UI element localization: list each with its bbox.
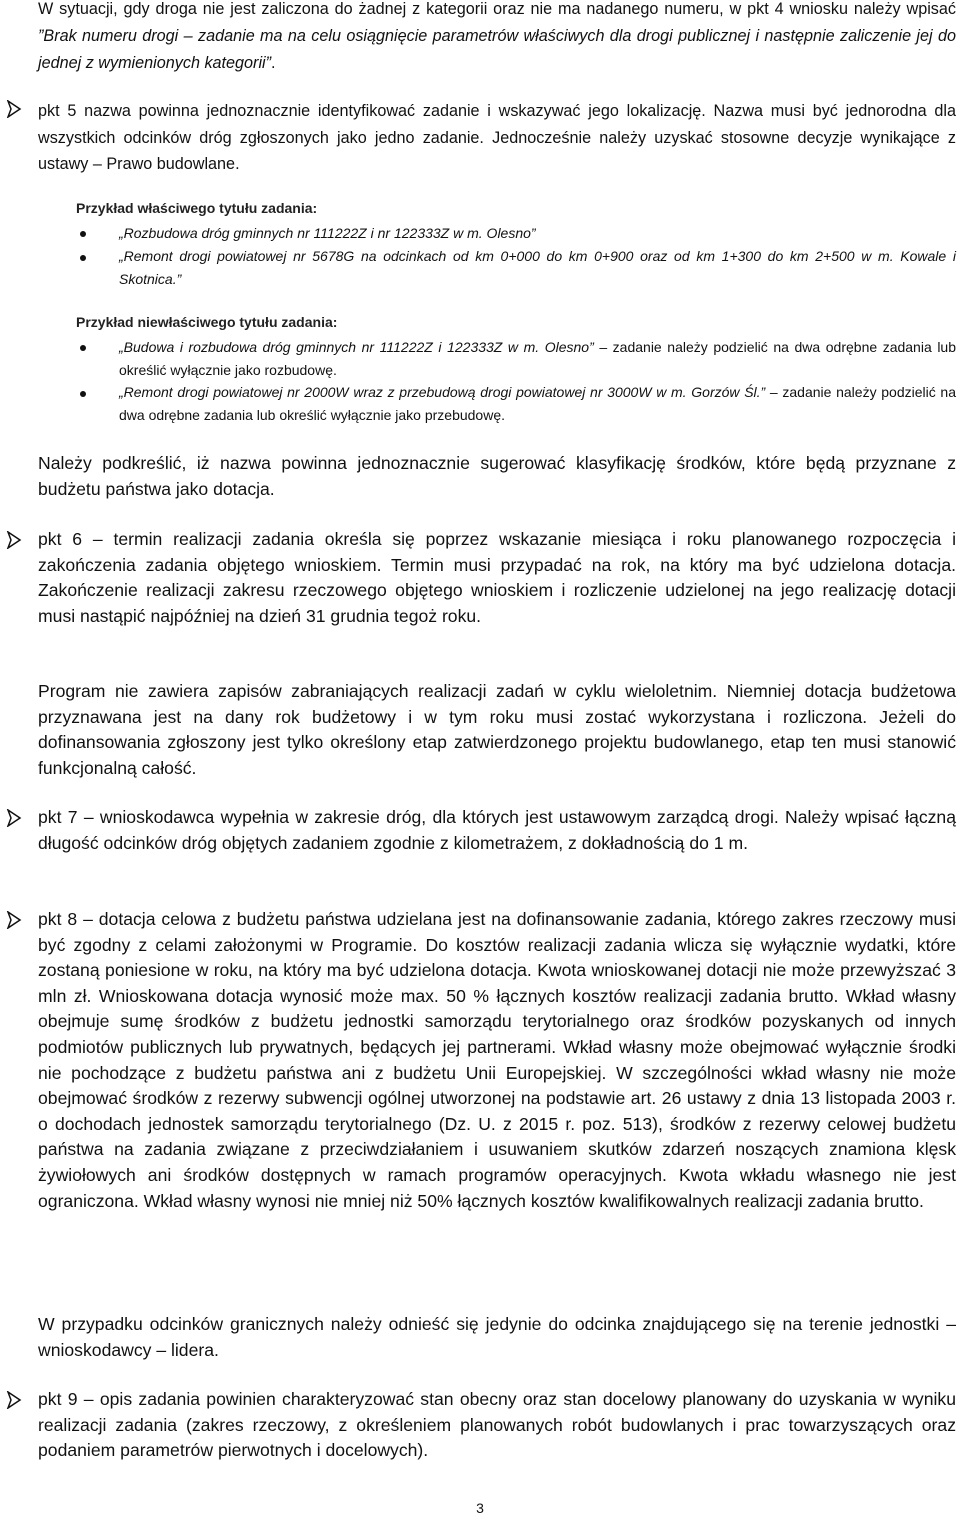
arrow-bullet-icon [6, 809, 26, 829]
pkt6-note: Program nie zawiera zapisów zabraniających realizacji zadań w cyklu wieloletnim. Niemniej dotacja budżetowa przyznawana jest na dany rok budżetowy i w tym roku musi zostać wykorzystana i rozliczona. Jeżeli do dofinansowania zgłoszony jest tylko określony etap zatwierdzonego projektu budowlanego, etap ten musi stanowić funkcjonalną całość. [38, 681, 956, 778]
arrow-bullet-icon [6, 100, 26, 120]
bullet-icon [80, 391, 86, 397]
good-example-item: „Rozbudowa dróg gminnych nr 111222Z i nr 122333Z w m. Olesno” [119, 225, 536, 241]
arrow-bullet-icon [6, 531, 26, 551]
pkt5-paragraph: pkt 5 nazwa powinna jednoznacznie identyfikować zadanie i wskazywać jego lokalizację. Nazwa musi być jednorodna dla wszystkich odcinków dróg zgłoszonych jako jedno zadanie. Jednocześnie należy uzyskać stosowne decyzje wynikające z ustawy – Prawo budowlane. [38, 102, 956, 173]
arrow-bullet-icon [6, 911, 26, 931]
page-number: 3 [476, 1500, 484, 1516]
pkt9-paragraph: pkt 9 – opis zadania powinien charakteryzować stan obecny oraz stan docelowy planowany do uzyskania w wyniku realizacji zadania (zakres rzeczowy, z określeniem planowanych robót budowlanych i prac towarzyszących oraz podaniem parametrów pierwotnych i docelowych). [38, 1389, 956, 1461]
pkt8-note: W przypadku odcinków granicznych należy odnieść się jedynie do odcinka znajdującego się na terenie jednostki – wnioskodawcy – lidera. [38, 1314, 956, 1360]
pkt7-paragraph: pkt 7 – wnioskodawca wypełnia w zakresie dróg, dla których jest ustawowym zarządcą drogi. Należy wpisać łączną długość odcinków dróg objętych zadaniem zgodnie z kilometrażem, z dokładnością do 1 m. [38, 807, 956, 853]
bad-example-item: „Remont drogi powiatowej nr 2000W wraz z przebudową drogi powiatowej nr 3000W w m. Gorzów Śl.” – zadanie należy podzielić na dwa odrębne zadania lub określić wyłącznie jako przebudowę. [119, 384, 957, 423]
bad-title-heading: Przykład niewłaściwego tytułu zadania: [76, 314, 338, 330]
intro-text: W sytuacji, gdy droga nie jest zaliczona do żadnej z kategorii oraz nie ma nadanego numeru, w pkt 4 wniosku należy wpisać [38, 0, 956, 18]
pkt5-note: Należy podkreślić, iż nazwa powinna jednoznacznie sugerować klasyfikację środków, które będą przyznane z budżetu państwa jako dotacja. [38, 453, 956, 499]
pkt6-paragraph: pkt 6 – termin realizacji zadania określa się poprzez wskazanie miesiąca i roku planowanego rozpoczęcia i zakończenia zadania objętego wnioskiem. Termin musi przypadać na rok, na który ma być udzielona dotacja. Zakończenie realizacji zakresu rzeczowego objętego wnioskiem i rozliczenie udzielonej na jego realizację dotacji musi nastąpić najpóźniej na dzień 31 grudnia tegoż roku. [38, 529, 956, 626]
intro-paragraph [38, 0, 956, 77]
bullet-icon [80, 231, 86, 237]
pkt8-paragraph: pkt 8 – dotacja celowa z budżetu państwa udzielana jest na dofinansowanie zadania, którego zakres rzeczowy musi być zgodny z celami założonymi w Programie. Do kosztów realizacji zadania wlicza się wyłącznie wydatki, które zostaną poniesione w roku, na który ma być udzielona dotacja. Kwota wnioskowanej dotacji nie może przewyższać 3 mln zł. Wnioskowana dotacja wynosić może max. 50 % łącznych kosztów realizacji zadania brutto. Wkład własny obejmuje sumę środków z budżetu jednostki samorządu terytorialnego oraz środków pozyskanych od innych podmiotów publicznych lub prywatnych, będących jej partnerami. Wkład własny może obejmować wyłącznie środki nie pochodzące z budżetu państwa ani z budżetu Unii Europejskiej. W szczególności wkład własny nie może obejmować środków z rezerwy subwencji ogólnej utworzonej na podstawie art. 26 ustawy z dnia 13 listopada 2003 r. o dochodach jednostek samorządu terytorialnego (Dz. U. z 2015 r. poz. 513), środków z rezerwy celowej budżetu państwa na zadania związane z przeciwdziałaniem i usuwaniem skutków zdarzeń noszących znamiona klęsk żywiołowych ani środków dostępnych w ramach programów operacyjnych. Kwota wkładu własnego nie jest ograniczona. Wkład własny wynosi nie mniej niż 50% łącznych kosztów kwalifikowalnych realizacji zadania brutto. [38, 909, 956, 1211]
arrow-bullet-icon [6, 1391, 26, 1411]
intro-italic-text: ”Brak numeru drogi – zadanie ma na celu osiągnięcie parametrów właściwych dla drogi publicznej i następnie zaliczenie jej do jednej z wymienionych kategorii” [38, 27, 956, 72]
bullet-icon [80, 255, 86, 261]
intro-text-end: . [271, 54, 276, 72]
bullet-icon [80, 345, 86, 351]
good-example-item: „Remont drogi powiatowej nr 5678G na odcinkach od km 0+000 do km 0+900 oraz od km 1+300 do km 2+500 w m. Kowale i Skotnica.” [119, 248, 956, 287]
bad-example-item: „Budowa i rozbudowa dróg gminnych nr 111222Z i 122333Z w m. Olesno” – zadanie należy podzielić na dwa odrębne zadania lub określić wyłącznie jako rozbudowę. [119, 339, 956, 378]
good-title-heading: Przykład właściwego tytułu zadania: [76, 200, 318, 216]
